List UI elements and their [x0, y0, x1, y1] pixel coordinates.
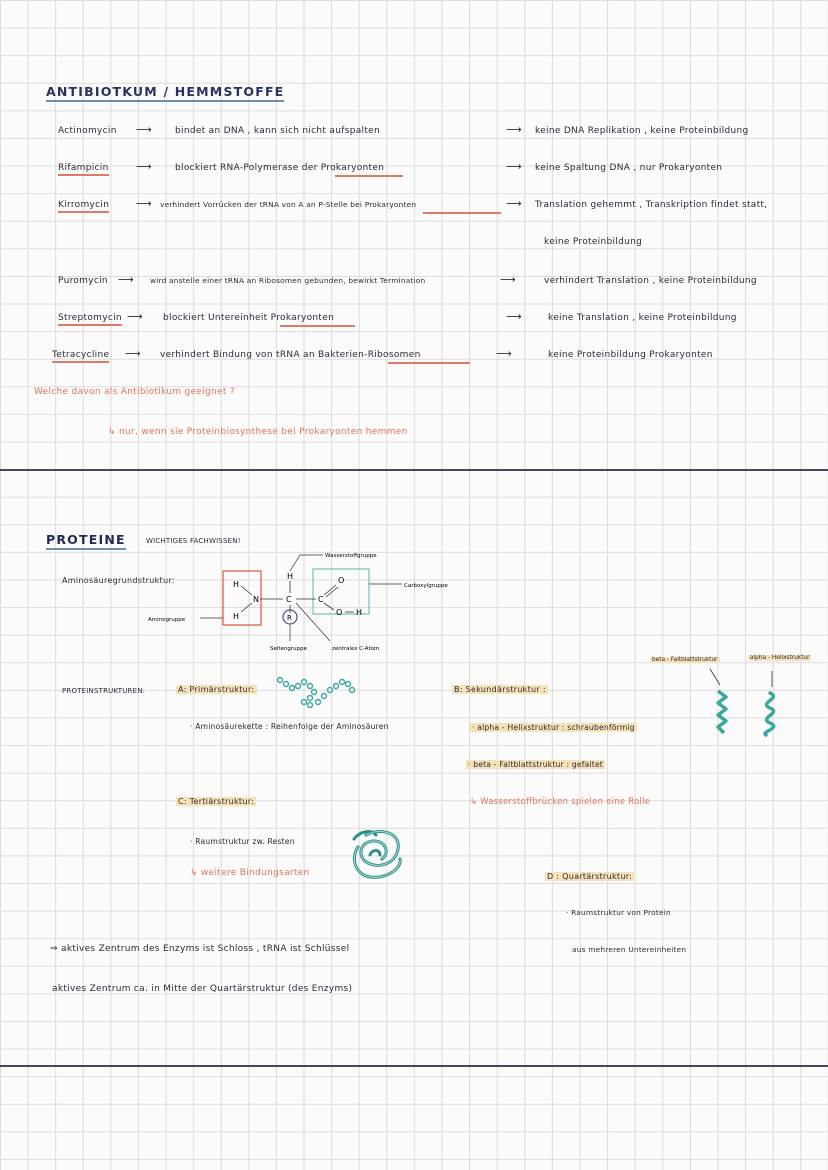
antibiotic-effect: verhindert Bindung von tRNA an Bakterien-Ribosomen [160, 350, 421, 360]
beta-sheet-icon [718, 691, 726, 733]
label-carboxyl: Carboxylgruppe [404, 583, 448, 589]
antibiotic-result: verhindert Translation , keine Proteinbildung [544, 276, 757, 286]
atom-r: R [287, 614, 292, 622]
arrow-icon: ⟶ [506, 197, 522, 210]
primary-title: A: Primärstruktur: [178, 685, 255, 694]
label-wasserstoff: Wasserstoffgruppe [325, 553, 377, 559]
secondary-beta-text [466, 760, 605, 769]
secondary-alpha-text [470, 723, 637, 732]
question-text: Welche davon als Antibiotikum geeignet ? [34, 387, 235, 397]
antibiotic-name: Streptomycin [58, 313, 122, 326]
subtitle: WICHTIGES FACHWISSEN! [146, 537, 241, 545]
conclusion-line-1: ⇒ aktives Zentrum des Enzyms ist Schloss , tRNA ist Schlüssel [50, 944, 350, 954]
secondary-note: ↳ Wasserstoffbrücken spielen eine Rolle [470, 796, 651, 806]
arrow-icon: ⟶ [500, 273, 516, 286]
arrow-icon: ⟶ [136, 197, 152, 210]
arrow-icon: ⟶ [506, 160, 522, 173]
tertiary-title: C: Tertiärstruktur: [178, 797, 255, 806]
arrow-icon: ⟶ [118, 273, 134, 286]
arrow-icon: ⟶ [136, 160, 152, 173]
antibiotic-effect [175, 163, 384, 173]
beta-text: · beta - Faltblattstruktur : gefaltet [468, 760, 603, 769]
underline-mark [280, 325, 355, 327]
alpha-label: alpha - Helixstruktur [750, 655, 810, 661]
arrow-icon: ⟶ [136, 123, 152, 136]
antibiotic-result: keine Translation , keine Proteinbildung [548, 313, 737, 323]
atom-h: H [356, 608, 363, 617]
alpha-text: · alpha - Helixstruktur : schraubenförmig [472, 723, 635, 732]
arrow-icon: ⟶ [125, 347, 141, 360]
proteins-title-text: PROTEINE [46, 532, 126, 550]
section-divider [0, 1065, 828, 1067]
underline-mark [423, 212, 501, 214]
primary-chain-icon [274, 672, 358, 710]
arrow-icon: ⟶ [496, 347, 512, 360]
alpha-helix-icon [765, 693, 774, 735]
atom-o: O [338, 576, 345, 585]
effect-text: blockiert RNA-Polymerase der Prokaryonten [175, 163, 385, 173]
atom-c: C [286, 595, 292, 604]
arrow-icon: ⟶ [506, 310, 522, 323]
arrow-icon: ⟶ [127, 310, 143, 323]
antibiotic-result: Translation gehemmt , Transkription findet statt, [535, 200, 768, 210]
secondary-structure-icons [700, 665, 790, 740]
antibiotic-name: Tetracycline [52, 350, 109, 363]
antibiotic-name: Rifampicin [58, 163, 109, 176]
label-amino: Aminogruppe [148, 617, 186, 623]
antibiotic-name: Kirromycin [58, 200, 109, 213]
arrow-icon: ⟶ [506, 123, 522, 136]
antibiotic-effect: bindet an DNA , kann sich nicht aufspalten [175, 126, 381, 136]
primary-text: · Aminosäurekette : Reihenfolge der Aminosäuren [190, 722, 389, 731]
beta-label: beta - Faltblattstruktur [652, 657, 718, 663]
antibiotic-result: keine DNA Replikation , keine Proteinbildung [535, 126, 749, 136]
antibiotic-effect: verhindert Vorrücken der tRNA von A an P-Stelle bei Prokaryonten [160, 200, 417, 209]
section-divider [0, 469, 828, 471]
amino-acid-diagram [140, 545, 480, 660]
antibiotic-result: keine Proteinbildung Prokaryonten [548, 350, 713, 360]
atom-o: O [336, 608, 343, 617]
quartary-text-1: · Raumstruktur von Protein [566, 908, 671, 917]
label-zentral: zentrales C-Atom [332, 646, 380, 652]
atom-n: N [253, 595, 259, 604]
antibiotic-name: Actinomycin [58, 126, 117, 136]
section-title-proteins [46, 532, 126, 547]
tertiary-text: · Raumstruktur zw. Resten [190, 837, 295, 846]
atom-c: C [318, 595, 324, 604]
atom-h: H [287, 572, 294, 581]
tertiary-note: ↳ weitere Bindungsarten [190, 868, 310, 878]
secondary-title: B: Sekundärstruktur : [454, 685, 546, 694]
quartary-title: D : Quartärstruktur: [547, 872, 633, 881]
tertiary-structure-icon [346, 825, 408, 883]
quartary-text-2: aus mehreren Untereinheiten [572, 945, 687, 954]
antibiotic-result-cont: keine Proteinbildung [544, 237, 643, 247]
antibiotic-name: Puromycin [58, 276, 108, 286]
atom-h: H [233, 612, 240, 621]
protein-structures-label: PROTEINSTRUKTUREN: [62, 687, 146, 695]
answer-text: ↳ nur, wenn sie Proteinbiosynthese bei Prokaryonten hemmen [108, 427, 408, 437]
underline-mark [335, 175, 403, 177]
label-seiten: Seitengruppe [270, 646, 308, 652]
atom-h: H [233, 580, 240, 589]
antibiotic-effect: blockiert Untereinheit Prokaryonten [163, 313, 335, 323]
antibiotic-result: keine Spaltung DNA , nur Prokaryonten [535, 163, 723, 173]
section-title-antibiotics: ANTIBIOTKUM / HEMMSTOFFE [46, 84, 284, 102]
underline-mark [388, 362, 470, 364]
antibiotic-effect: wird anstelle einer tRNA an Ribosomen gebunden, bewirkt Termination [150, 276, 426, 285]
aa-structure-label: Aminosäuregrundstruktur: [62, 576, 175, 585]
conclusion-line-2: aktives Zentrum ca. in Mitte der Quartärstruktur (des Enzyms) [52, 984, 353, 994]
